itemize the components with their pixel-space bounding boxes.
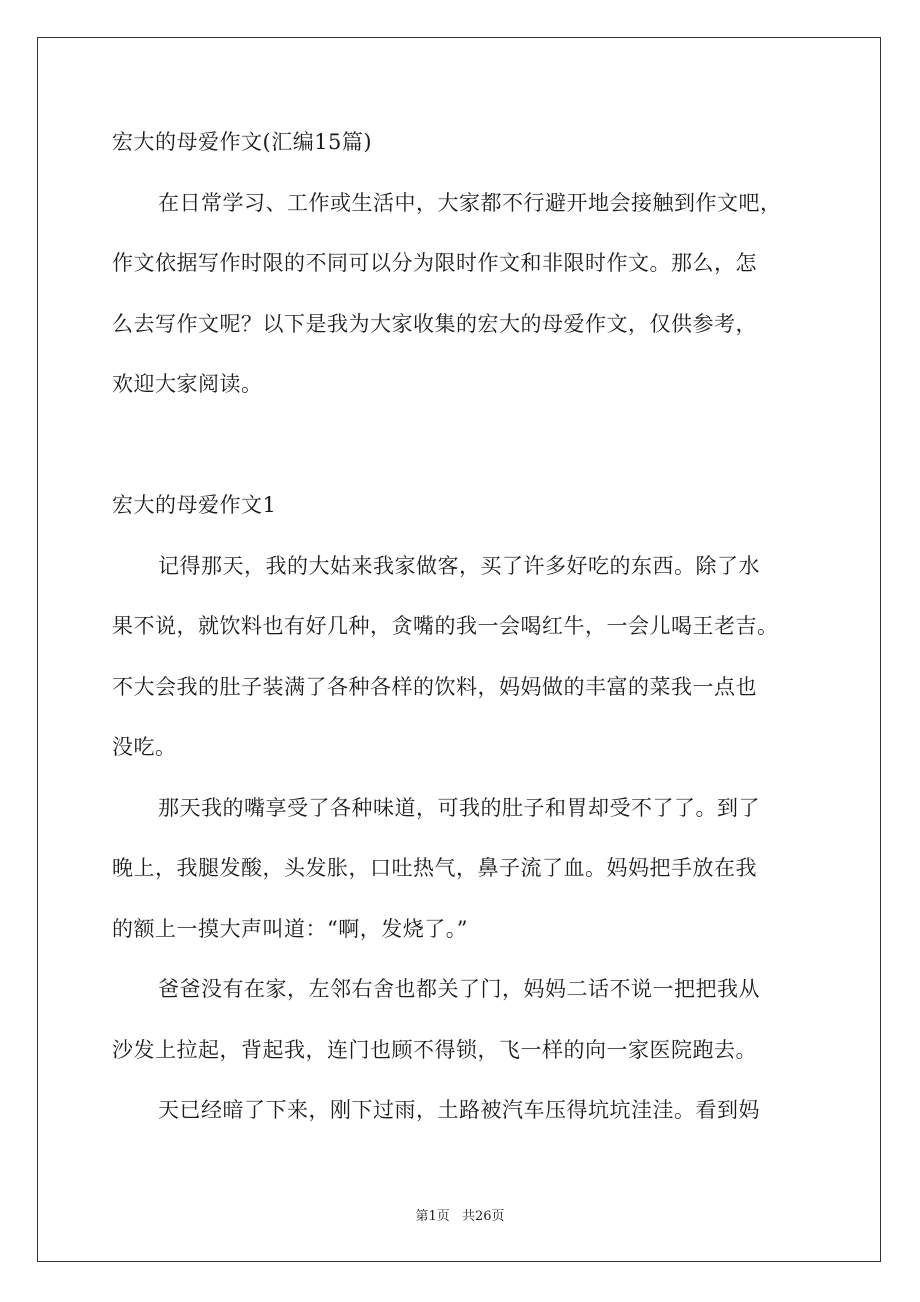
blank-line <box>112 415 812 476</box>
section-heading: 宏大的母爱作文1 <box>112 493 277 517</box>
intro-paragraph-line: 么去写作文呢？以下是我为大家收集的宏大的母爱作文，仅供参考， <box>112 311 757 336</box>
page-footer <box>0 1205 920 1224</box>
body-paragraph-line: 不大会我的肚子装满了各种各样的饮料，妈妈做的丰富的菜我一点也 <box>112 674 757 699</box>
intro-paragraph-line: 作文依据写作时限的不同可以分为限时作文和非限时作文。那么，怎 <box>112 251 757 275</box>
body-paragraph-line: 天已经暗了下来，刚下过雨，土路被汽车压得坑坑洼洼。看到妈 <box>158 1098 760 1122</box>
body-paragraph-line: 爸爸没有在家，左邻右舍也都关了门，妈妈二话不说一把把我从 <box>158 977 760 1001</box>
document-title: 宏大的母爱作文(汇编15篇) <box>112 130 373 154</box>
body-paragraph-line: 的额上一摸大声叫道：“啊，发烧了。” <box>112 916 468 941</box>
body-paragraph-line: 记得那天，我的大姑来我家做客，买了许多好吃的东西。除了水 <box>158 553 760 578</box>
body-paragraph-line: 晚上，我腿发酸，头发胀，口吐热气，鼻子流了血。妈妈把手放在我 <box>112 856 757 880</box>
body-paragraph-line: 没吃。 <box>112 735 177 759</box>
body-paragraph-line: 那天我的嘴享受了各种味道，可我的肚子和胃却受不了了。到了 <box>158 795 760 820</box>
intro-paragraph-line: 在日常学习、工作或生活中，大家都不行避开地会接触到作文吧， <box>158 190 782 215</box>
body-paragraph-line: 果不说，就饮料也有好几种，贪嘴的我一会喝红牛，一会儿喝王老吉。 <box>112 614 779 638</box>
page-number-current: 第1页 <box>415 1209 450 1224</box>
intro-paragraph-line: 欢迎大家阅读。 <box>112 372 263 396</box>
document-body <box>112 112 812 1141</box>
page-number-total: 共26页 <box>461 1209 505 1224</box>
body-paragraph-line: 沙发上拉起，背起我，连门也顾不得锁，飞一样的向一家医院跑去。 <box>112 1037 757 1062</box>
